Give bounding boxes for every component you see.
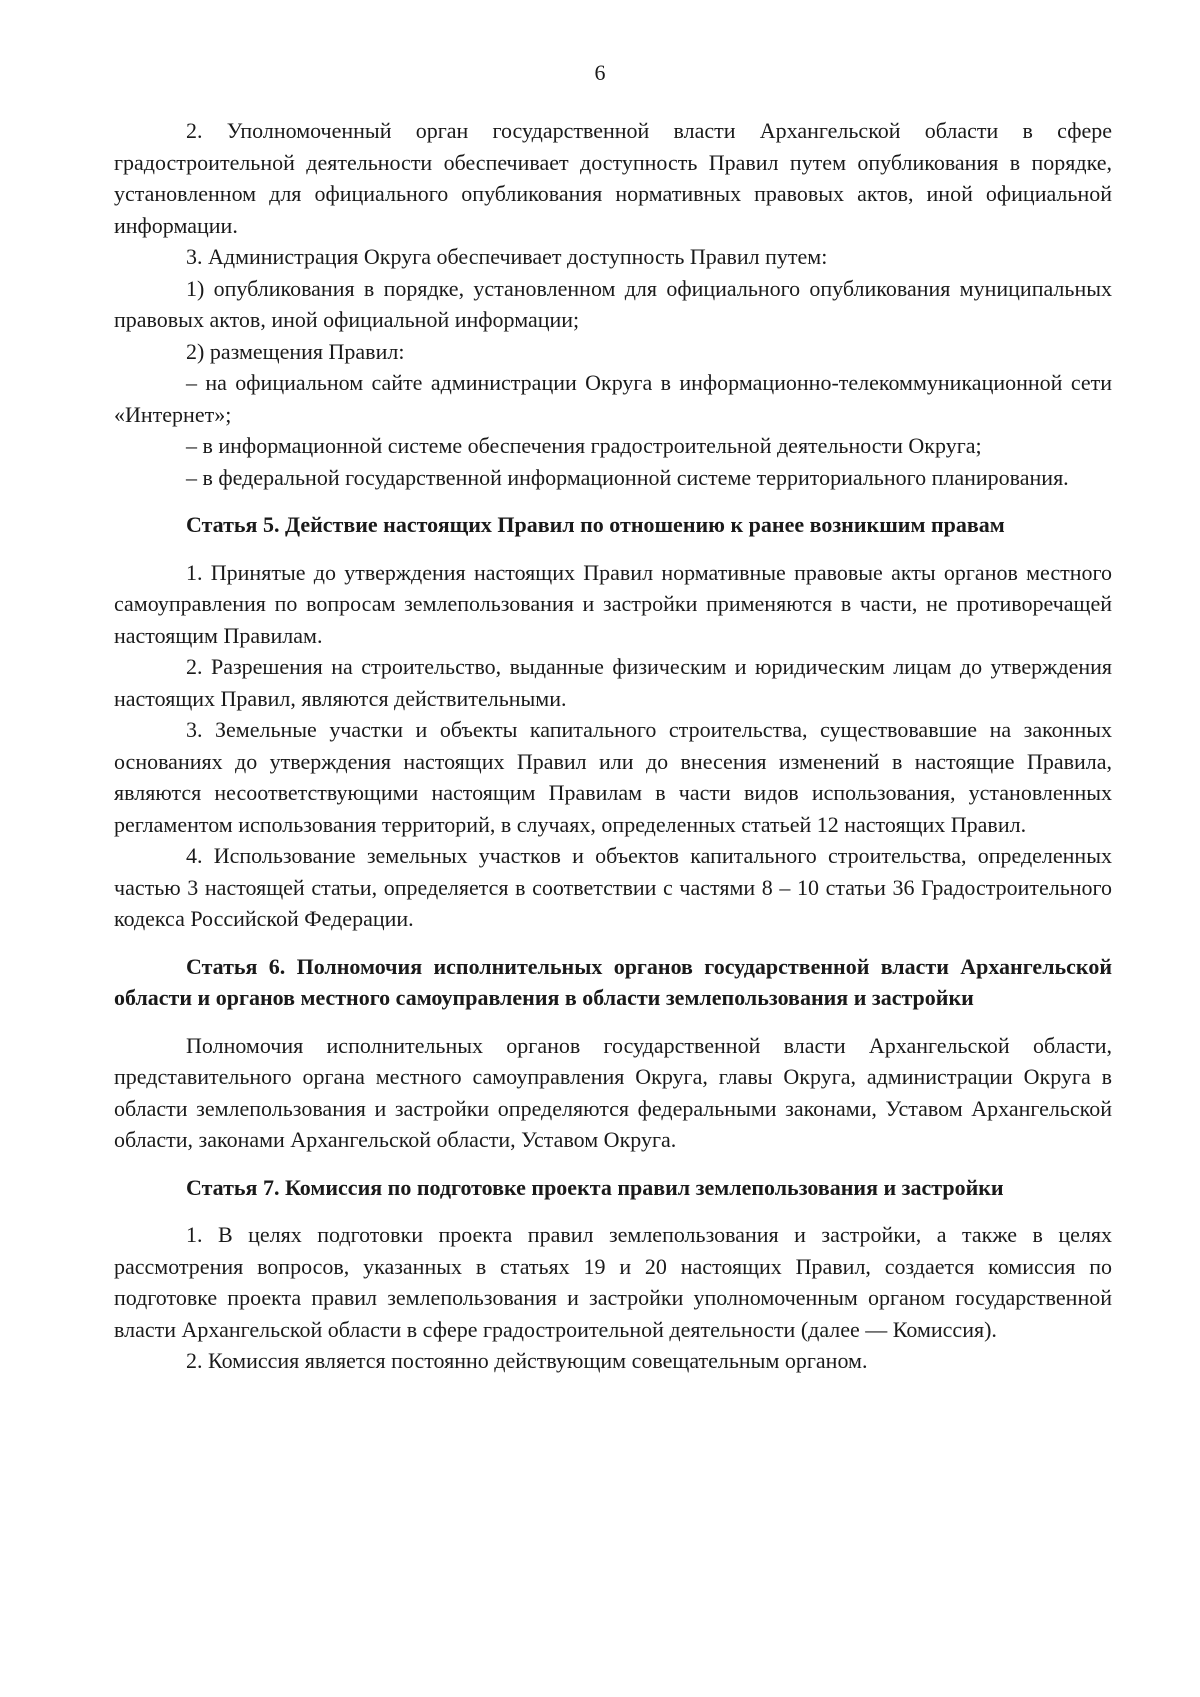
list-item-1-publication: 1) опубликования в порядке, установленном для официального опубликования муниципальных правовых актов, иной официальной информации; bbox=[114, 275, 1112, 332]
article-7-paragraph-1: 1. В целях подготовки проекта правил землепользования и застройки, а также в целях рассмотрения вопросов, указанных в статьях 19 и 20 настоящих Правил, создается комиссия по подготовке проекта правил землепользования и застройки уполномоченным органом государственной власти Архангельской области в сфере градостроительной деятельности (далее — Комиссия). bbox=[114, 1222, 1112, 1342]
bullet-federal-system: – в федеральной государственной информационной системе территориального планирования. bbox=[186, 464, 1069, 490]
article-7-heading: Статья 7. Комиссия по подготовке проекта правил землепользования и застройки bbox=[186, 1174, 1004, 1200]
document-body bbox=[114, 115, 1112, 1377]
bullet-info-system: – в информационной системе обеспечения градостроительной деятельности Округа; bbox=[186, 433, 982, 458]
paragraph-2-publication: 2. Уполномоченный орган государственной власти Архангельской области в сфере градостроительной деятельности обеспечивает доступность Правил путем опубликования в порядке, установленном для официального опубликования нормативных правовых актов, иной официальной информации. bbox=[114, 118, 1112, 238]
article-6-paragraph: Полномочия исполнительных органов государственной власти Архангельской области, представительного органа местного самоуправления Округа, главы Округа, администрации Округа в области землепользования и застройки определяются федеральными законами, Уставом Архангельской области, законами Архангельской области, Уставом Округа. bbox=[114, 1032, 1112, 1152]
article-7-paragraph-2: 2. Комиссия является постоянно действующим совещательным органом. bbox=[186, 1348, 868, 1373]
article-6-heading: Статья 6. Полномочия исполнительных органов государственной власти Архангельской области и органов местного самоуправления в области землепользования и застройки bbox=[114, 953, 1112, 1010]
article-5-heading: Статья 5. Действие настоящих Правил по отношению к ранее возникшим правам bbox=[186, 512, 1005, 537]
page-number: 6 bbox=[594, 60, 606, 85]
bullet-official-site: – на официальном сайте администрации Округа в информационно-телекоммуникационной сети «Интернет»; bbox=[114, 370, 1112, 427]
article-5-paragraph-3: 3. Земельные участки и объекты капитального строительства, существовавшие на законных основаниях до утверждения настоящих Правил или до внесения изменений в настоящие Правила, являются несоответствующими настоящим Правилам в части видов использования, установленных регламентом использования территорий, в случаях, определенных статьей 12 настоящих Правил. bbox=[114, 717, 1112, 837]
article-5-paragraph-1: 1. Принятые до утверждения настоящих Правил нормативные правовые акты органов местного самоуправления по вопросам землепользования и застройки применяются в части, не противоречащей настоящим Правилам. bbox=[114, 559, 1112, 648]
paragraph-3-administration: 3. Администрация Округа обеспечивает доступность Правил путем: bbox=[186, 244, 828, 269]
article-5-paragraph-2: 2. Разрешения на строительство, выданные физическим и юридическим лицам до утверждения настоящих Правил, являются действительными. bbox=[114, 654, 1112, 711]
list-item-2-placement: 2) размещения Правил: bbox=[186, 338, 405, 364]
article-5-paragraph-4: 4. Использование земельных участков и объектов капитального строительства, определенных частью 3 настоящей статьи, определяется в соответствии с частями 8 – 10 статьи 36 Градостроительного кодекса Российской Федерации. bbox=[114, 843, 1112, 931]
